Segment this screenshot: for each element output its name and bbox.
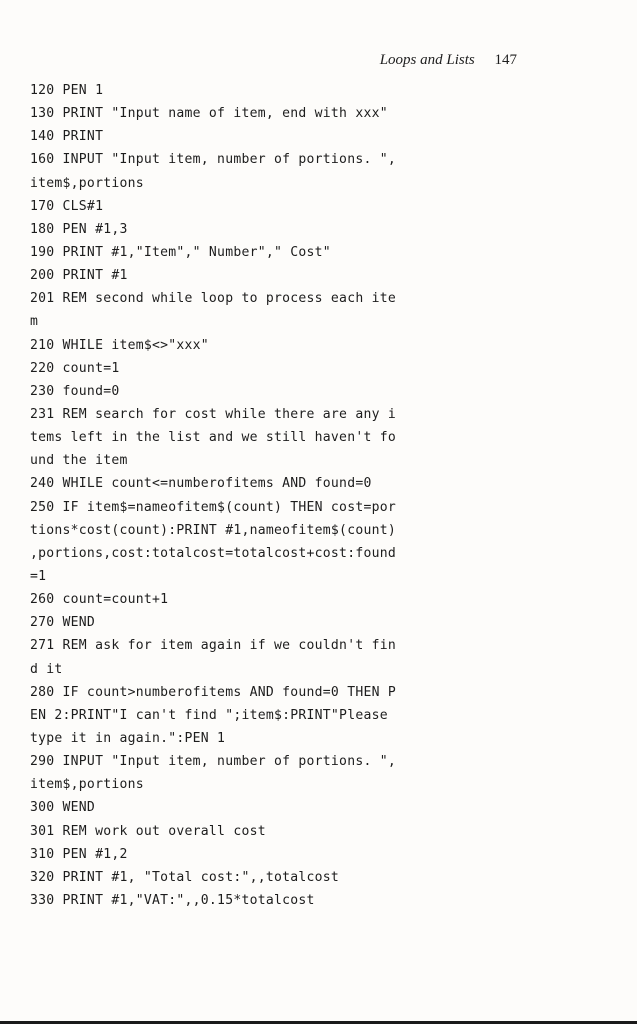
- code-line: 140 PRINT: [30, 129, 104, 145]
- code-line: 180 PEN #1,3: [30, 221, 128, 237]
- code-line: type it in again.":PEN 1: [30, 730, 226, 746]
- code-line: 290 INPUT "Input item, number of portions. ",: [30, 754, 396, 770]
- code-line: 260 count=count+1: [30, 592, 169, 608]
- code-line: 160 INPUT "Input item, number of portions. ",: [30, 152, 396, 168]
- code-line: =1: [30, 568, 47, 584]
- code-line: 231 REM search for cost while there are any i: [30, 406, 396, 422]
- code-line: und the item: [30, 453, 128, 469]
- code-line: 250 IF item$=nameofitem$(count) THEN cost=por: [30, 499, 396, 515]
- code-line: m: [30, 314, 39, 330]
- code-line: 201 REM second while loop to process each ite: [30, 291, 396, 307]
- code-line: 301 REM work out overall cost: [30, 823, 266, 839]
- code-line: 170 CLS#1: [30, 198, 104, 214]
- code-line: 330 PRINT #1,"VAT:",,0.15*totalcost: [30, 892, 315, 908]
- basic-code-listing: [30, 79, 470, 912]
- page-number: 147: [494, 52, 517, 68]
- code-line: 190 PRINT #1,"Item"," Number"," Cost": [30, 244, 331, 260]
- code-line: 320 PRINT #1, "Total cost:",,totalcost: [30, 869, 340, 885]
- code-line: 220 count=1: [30, 360, 120, 376]
- code-line: 200 PRINT #1: [30, 268, 128, 284]
- code-line: tions*cost(count):PRINT #1,nameofitem$(count): [30, 522, 396, 538]
- code-line: item$,portions: [30, 175, 144, 191]
- code-line: 210 WHILE item$<>"xxx": [30, 337, 209, 353]
- code-line: 270 WEND: [30, 615, 96, 631]
- code-line: d it: [30, 661, 63, 677]
- running-header: [380, 52, 517, 69]
- code-line: EN 2:PRINT"I can't find ";item$:PRINT"Please: [30, 707, 388, 723]
- code-line: 240 WHILE count<=numberofitems AND found=0: [30, 476, 372, 492]
- code-line: 130 PRINT "Input name of item, end with xxx": [30, 106, 388, 122]
- code-line: 280 IF count>numberofitems AND found=0 THEN P: [30, 684, 396, 700]
- code-line: item$,portions: [30, 777, 144, 793]
- code-line: ,portions,cost:totalcost=totalcost+cost:found: [30, 545, 396, 561]
- code-line: tems left in the list and we still haven't fo: [30, 430, 396, 446]
- code-line: 230 found=0: [30, 383, 120, 399]
- chapter-title: Loops and Lists: [379, 52, 475, 68]
- code-line: 271 REM ask for item again if we couldn't fin: [30, 638, 396, 654]
- code-line: 310 PEN #1,2: [30, 846, 128, 862]
- code-line: 300 WEND: [30, 800, 96, 816]
- code-line: 120 PEN 1: [30, 83, 104, 98]
